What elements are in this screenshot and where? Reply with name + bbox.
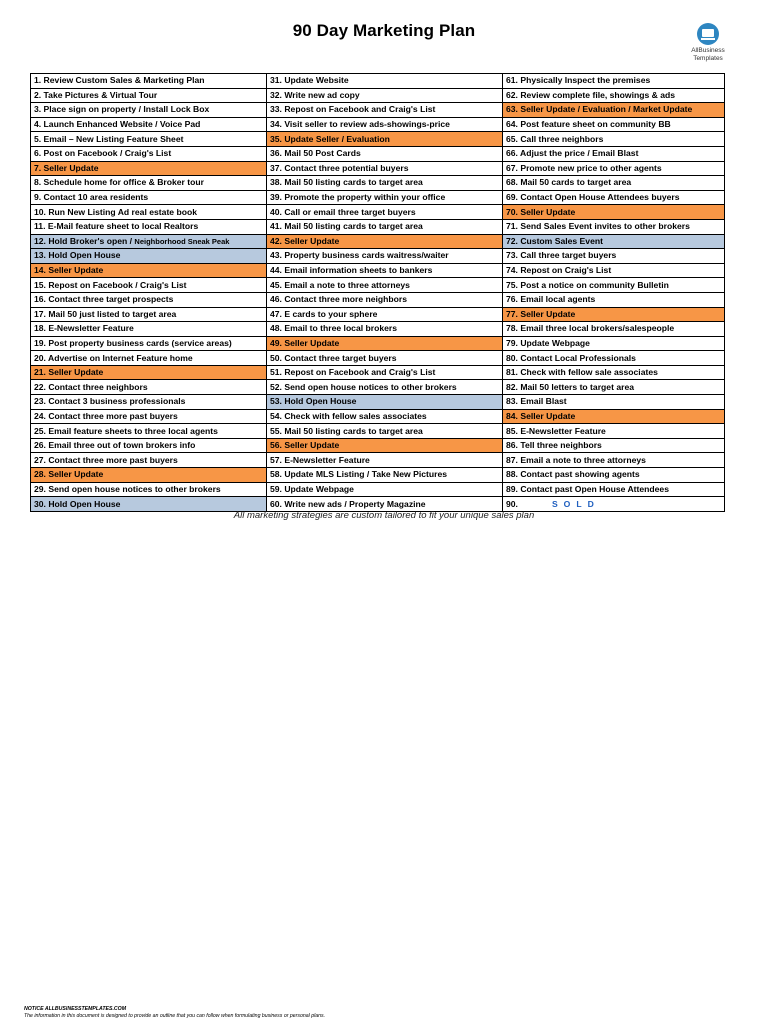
table-row: [31, 336, 725, 351]
plan-step-cell: [503, 146, 725, 161]
plan-step-text: 90.: [506, 498, 518, 509]
plan-step-cell: [503, 88, 725, 103]
table-row: [31, 88, 725, 103]
plan-caption: All marketing strategies are custom tailored to fit your unique sales plan: [233, 510, 535, 521]
plan-step-text: 22. Contact three neighbors: [34, 381, 148, 392]
plan-step-text: 35. Update Seller / Evaluation: [270, 133, 390, 144]
plan-step-cell: [267, 468, 503, 483]
plan-step-text: 41. Mail 50 listing cards to target area: [270, 221, 423, 232]
plan-step-cell: [31, 351, 267, 366]
plan-step-text: 52. Send open house notices to other brokers: [270, 381, 457, 392]
plan-step-text: 48. Email to three local brokers: [270, 323, 398, 334]
plan-step-cell: [503, 103, 725, 118]
plan-step-text: 59. Update Webpage: [270, 483, 354, 494]
plan-step-text: 14. Seller Update: [34, 265, 104, 276]
plan-step-cell: [267, 322, 503, 337]
plan-step-text: 17. Mail 50 just listed to target area: [34, 308, 177, 319]
plan-step-text: 15. Repost on Facebook / Craig's List: [34, 279, 187, 290]
plan-step-text: 50. Contact three target buyers: [270, 352, 397, 363]
table-row: [31, 395, 725, 410]
plan-step-text: 62. Review complete file, showings & ads: [506, 89, 676, 100]
plan-step-cell: [267, 234, 503, 249]
plan-step-cell: [267, 438, 503, 453]
plan-step-cell: [267, 351, 503, 366]
plan-step-cell: [267, 482, 503, 497]
plan-step-text: 72. Custom Sales Event: [506, 235, 603, 246]
plan-step-cell: [267, 219, 503, 234]
table-row: [31, 307, 725, 322]
plan-step-cell: [31, 132, 267, 147]
plan-step-text: 78. Email three local brokers/salespeople: [506, 323, 675, 334]
plan-step-cell: [503, 336, 725, 351]
plan-step-cell: [267, 161, 503, 176]
plan-step-text: 42. Seller Update: [270, 235, 340, 246]
footer-disclaimer: The information in this document is designed to provide an outline that you can follow when formulating business or personal plans.: [24, 1012, 326, 1019]
plan-step-cell: [267, 453, 503, 468]
plan-step-text: 43. Property business cards waitress/waiter: [270, 250, 449, 261]
plan-step-cell: [31, 438, 267, 453]
plan-step-cell: [267, 74, 503, 89]
table-row: [31, 234, 725, 249]
footer-notice: [24, 1006, 744, 1019]
table-row: [31, 351, 725, 366]
plan-step-text: 19. Post property business cards (service areas): [34, 337, 232, 348]
laptop-icon: [697, 23, 719, 45]
plan-step-cell: [31, 482, 267, 497]
plan-step-text: 21. Seller Update: [34, 367, 104, 378]
plan-step-cell: [267, 424, 503, 439]
plan-step-cell: [267, 249, 503, 264]
page-title: 90 Day Marketing Plan: [292, 21, 476, 40]
plan-step-cell: [31, 409, 267, 424]
plan-step-cell: [31, 307, 267, 322]
plan-step-text: 85. E-Newsletter Feature: [506, 425, 606, 436]
plan-step-cell: [31, 74, 267, 89]
table-row: [31, 292, 725, 307]
plan-step-cell: [503, 322, 725, 337]
logo-line-1: AllBusiness: [691, 47, 725, 54]
plan-step-text: 36. Mail 50 Post Cards: [270, 148, 361, 159]
plan-step-text: 83. Email Blast: [506, 396, 567, 407]
plan-step-text: 29. Send open house notices to other brokers: [34, 483, 221, 494]
plan-step-cell: [503, 176, 725, 191]
plan-step-text: 4. Launch Enhanced Website / Voice Pad: [34, 119, 201, 130]
plan-step-cell: [267, 190, 503, 205]
plan-step-text: 28. Seller Update: [34, 469, 104, 480]
plan-step-cell: [503, 438, 725, 453]
plan-step-cell: [267, 307, 503, 322]
table-row: [31, 249, 725, 264]
plan-step-cell: [503, 380, 725, 395]
plan-step-text: 13. Hold Open House: [34, 250, 121, 261]
plan-step-text: 44. Email information sheets to bankers: [270, 265, 433, 276]
plan-step-text: 57. E-Newsletter Feature: [270, 454, 370, 465]
plan-step-text: 5. Email – New Listing Feature Sheet: [34, 133, 184, 144]
plan-step-cell: [267, 205, 503, 220]
plan-step-cell: [267, 292, 503, 307]
marketing-plan-table: [30, 73, 725, 512]
plan-step-cell: [267, 263, 503, 278]
table-row: [31, 146, 725, 161]
plan-step-text: 71. Send Sales Event invites to other brokers: [506, 221, 690, 232]
plan-step-text: 60. Write new ads / Property Magazine: [270, 498, 426, 509]
table-row: [31, 380, 725, 395]
plan-step-text: 33. Repost on Facebook and Craig's List: [270, 104, 436, 115]
plan-step-text: 7. Seller Update: [34, 162, 99, 173]
plan-step-text: 11. E-Mail feature sheet to local Realtors: [34, 221, 199, 232]
plan-step-text: 45. Email a note to three attorneys: [270, 279, 410, 290]
plan-step-cell: [267, 336, 503, 351]
plan-step-cell: [503, 409, 725, 424]
table-row: [31, 438, 725, 453]
plan-step-text: 81. Check with fellow sale associates: [506, 367, 658, 378]
plan-step-text: 56. Seller Update: [270, 440, 340, 451]
plan-step-cell: [503, 161, 725, 176]
plan-step-cell: [503, 468, 725, 483]
plan-step-text: 69. Contact Open House Attendees buyers: [506, 192, 680, 203]
plan-step-cell: [267, 88, 503, 103]
plan-step-cell: [31, 161, 267, 176]
plan-step-text: 86. Tell three neighbors: [506, 440, 602, 451]
plan-step-cell: [267, 380, 503, 395]
plan-step-text: 2. Take Pictures & Virtual Tour: [34, 89, 158, 100]
plan-step-cell: [31, 322, 267, 337]
plan-step-cell: [267, 409, 503, 424]
table-row: [31, 468, 725, 483]
plan-step-cell: [31, 146, 267, 161]
table-row: [31, 176, 725, 191]
plan-step-text: 1. Review Custom Sales & Marketing Plan: [34, 75, 205, 86]
plan-step-text: 76. Email local agents: [506, 294, 596, 305]
plan-step-text: 82. Mail 50 letters to target area: [506, 381, 635, 392]
plan-step-subtext: Neighborhood Sneak Peak: [134, 236, 230, 246]
plan-step-cell: [503, 365, 725, 380]
plan-step-text: 68. Mail 50 cards to target area: [506, 177, 632, 188]
plan-step-text: 64. Post feature sheet on community BB: [506, 119, 671, 130]
plan-step-cell: [503, 219, 725, 234]
plan-step-cell: [31, 190, 267, 205]
plan-step-cell: [267, 278, 503, 293]
plan-step-text: 8. Schedule home for office & Broker tour: [34, 177, 204, 188]
plan-step-text: 51. Repost on Facebook and Craig's List: [270, 367, 436, 378]
table-row: [31, 365, 725, 380]
plan-step-text: 20. Advertise on Internet Feature home: [34, 352, 193, 363]
table-row: [31, 263, 725, 278]
plan-step-text: 53. Hold Open House: [270, 396, 357, 407]
plan-step-cell: [31, 380, 267, 395]
plan-step-text: 80. Contact Local Professionals: [506, 352, 636, 363]
plan-step-cell: [31, 424, 267, 439]
table-row: [31, 278, 725, 293]
footer-note: NOTICE ALLBUSINESSTEMPLATES.COM: [24, 1006, 127, 1012]
plan-step-text: 89. Contact past Open House Attendees: [506, 483, 669, 494]
plan-step-cell: [31, 453, 267, 468]
plan-step-cell: [503, 351, 725, 366]
plan-step-cell: [31, 117, 267, 132]
logo-line-2: Templates: [693, 55, 723, 62]
plan-step-cell: [503, 117, 725, 132]
plan-step-cell: [267, 117, 503, 132]
table-row: [31, 322, 725, 337]
table-row: [31, 482, 725, 497]
plan-step-cell: [31, 249, 267, 264]
table-row: [31, 424, 725, 439]
plan-step-cell: [31, 234, 267, 249]
plan-step-text: 30. Hold Open House: [34, 498, 121, 509]
table-row: [31, 409, 725, 424]
plan-step-text: 40. Call or email three target buyers: [270, 206, 416, 217]
plan-step-cell: [503, 307, 725, 322]
plan-step-cell: [31, 103, 267, 118]
table-row: [31, 161, 725, 176]
sold-label: SOLD: [551, 498, 600, 509]
plan-step-cell: [31, 263, 267, 278]
plan-step-cell: [503, 74, 725, 89]
plan-step-cell: [503, 234, 725, 249]
plan-step-cell: [31, 395, 267, 410]
plan-step-text: 74. Repost on Craig's List: [506, 265, 612, 276]
plan-step-cell: [503, 132, 725, 147]
plan-step-text: 39. Promote the property within your office: [270, 192, 446, 203]
table-row: [31, 103, 725, 118]
plan-step-cell: [503, 278, 725, 293]
plan-step-cell: [503, 395, 725, 410]
plan-step-cell: [503, 205, 725, 220]
plan-step-text: 66. Adjust the price / Email Blast: [506, 148, 639, 159]
plan-step-text: 84. Seller Update: [506, 410, 576, 421]
plan-step-cell: [31, 336, 267, 351]
plan-step-text: 46. Contact three more neighbors: [270, 294, 408, 305]
plan-step-cell: [267, 132, 503, 147]
plan-step-cell: [503, 263, 725, 278]
plan-step-cell: [31, 88, 267, 103]
table-row: [31, 132, 725, 147]
plan-step-cell: [267, 103, 503, 118]
plan-step-text: 47. E cards to your sphere: [270, 308, 378, 319]
plan-step-text: 24. Contact three more past buyers: [34, 410, 178, 421]
plan-step-text: 75. Post a notice on community Bulletin: [506, 279, 669, 290]
plan-step-text: 26. Email three out of town brokers info: [34, 440, 196, 451]
table-row: [31, 190, 725, 205]
plan-step-text: 49. Seller Update: [270, 337, 340, 348]
plan-step-text: 87. Email a note to three attorneys: [506, 454, 646, 465]
plan-step-text: 61. Physically Inspect the premises: [506, 75, 651, 86]
plan-step-text: 9. Contact 10 area residents: [34, 192, 149, 203]
plan-step-text: 12. Hold Broker's open /: [34, 235, 135, 246]
plan-step-cell: [31, 278, 267, 293]
plan-step-text: 67. Promote new price to other agents: [506, 162, 662, 173]
table-row: [31, 205, 725, 220]
plan-step-text: 54. Check with fellow sales associates: [270, 410, 427, 421]
plan-step-cell: [503, 482, 725, 497]
plan-step-cell: [31, 468, 267, 483]
plan-step-text: 65. Call three neighbors: [506, 133, 604, 144]
plan-step-text: 23. Contact 3 business professionals: [34, 396, 186, 407]
plan-step-cell: [267, 365, 503, 380]
plan-step-text: 63. Seller Update / Evaluation / Market Update: [506, 104, 693, 115]
table-row: [31, 74, 725, 89]
plan-step-text: 79. Update Webpage: [506, 337, 590, 348]
plan-step-text: 10. Run New Listing Ad real estate book: [34, 206, 197, 217]
plan-step-text: 77. Seller Update: [506, 308, 576, 319]
table-row: [31, 117, 725, 132]
plan-step-text: 37. Contact three potential buyers: [270, 162, 409, 173]
table-row: [31, 219, 725, 234]
plan-step-cell: [31, 292, 267, 307]
plan-step-text: 18. E-Newsletter Feature: [34, 323, 134, 334]
plan-step-text: 32. Write new ad copy: [270, 89, 360, 100]
plan-step-cell: [503, 292, 725, 307]
plan-step-cell: [267, 395, 503, 410]
plan-step-text: 25. Email feature sheets to three local agents: [34, 425, 218, 436]
plan-step-text: 38. Mail 50 listing cards to target area: [270, 177, 423, 188]
plan-step-cell: [31, 176, 267, 191]
plan-step-text: 58. Update MLS Listing / Take New Pictures: [270, 469, 448, 480]
plan-step-text: 34. Visit seller to review ads-showings-price: [270, 119, 450, 130]
plan-step-cell: [267, 176, 503, 191]
plan-step-text: 73. Call three target buyers: [506, 250, 617, 261]
plan-step-cell: [267, 146, 503, 161]
plan-step-text: 6. Post on Facebook / Craig's List: [34, 148, 172, 159]
table-row: [31, 453, 725, 468]
plan-step-text: 55. Mail 50 listing cards to target area: [270, 425, 423, 436]
plan-step-text: 16. Contact three target prospects: [34, 294, 174, 305]
plan-step-text: 70. Seller Update: [506, 206, 576, 217]
plan-step-cell: [31, 365, 267, 380]
plan-step-cell: [31, 219, 267, 234]
plan-step-text: 31. Update Website: [270, 75, 349, 86]
plan-step-text: 88. Contact past showing agents: [506, 469, 640, 480]
plan-step-cell: [503, 424, 725, 439]
plan-step-text: 3. Place sign on property / Install Lock Box: [34, 104, 210, 115]
plan-step-cell: [503, 453, 725, 468]
brand-logo: [683, 23, 733, 63]
plan-step-cell: [503, 249, 725, 264]
plan-step-text: 27. Contact three more past buyers: [34, 454, 178, 465]
plan-step-cell: [31, 205, 267, 220]
plan-step-cell: [503, 190, 725, 205]
